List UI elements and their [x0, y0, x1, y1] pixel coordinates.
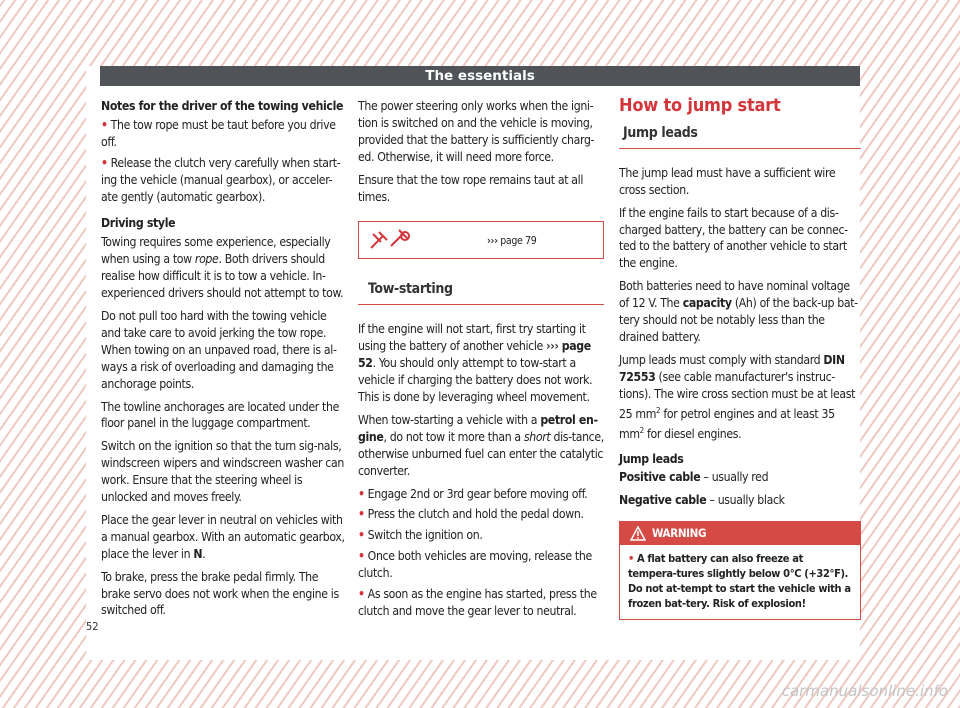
positive-cable-line: Positive cable – usually red	[619, 470, 769, 485]
page-reference-link[interactable]: ››› page 79	[487, 235, 537, 248]
jump-leads-subheading: Jump leads	[619, 451, 684, 466]
paragraph: Do not pull too hard with the towing vehicle and take care to avoid jerking the tow rope. When towing on an unpaved road, there is al-ways a risk of overloading and damaging the anchorage points.	[101, 308, 337, 391]
paragraph: Both batteries need to have nominal voltage of 12 V. The capacity (Ah) of the back-up bat-tery should not be notably less than the drained battery.	[619, 279, 858, 344]
paragraph: To brake, press the brake pedal firmly. The brake servo does not work when the engine is switched off.	[101, 569, 339, 618]
warning-box	[619, 521, 861, 620]
paragraph: Switch on the ignition so that the turn sig-nals, windscreen wipers and windscreen washer can work. Ensure that the steering wheel is unlocked and moves freely.	[101, 439, 344, 505]
bullet-icon: •	[358, 549, 365, 564]
paragraph: The jump lead must have a sufficient wire cross section.	[619, 165, 836, 197]
bullet-icon: •	[101, 155, 108, 170]
paragraph: When tow-starting a vehicle with a petrol en-gine, do not tow it more than a short dis-tance, otherwise unburned fuel can enter the catalytic converter.	[358, 412, 604, 478]
paragraph: The towline anchorages are located under the floor panel in the luggage compartment.	[101, 399, 339, 431]
paragraph: Ensure that the tow rope remains taut at all times.	[358, 172, 584, 204]
column-2	[358, 98, 604, 624]
footer-watermark: carmanualsonline.info	[781, 682, 948, 700]
bullet-item: • Switch the ignition on.	[358, 528, 483, 543]
tow-starting-heading: Tow-starting	[368, 281, 453, 298]
page-reference-box[interactable]	[358, 221, 604, 259]
warning-body: • A flat battery can also freeze at tempera-tures slightly below 0°C (+32°F). Do not at-tempt to start the vehicle with a frozen bat-tery. Risk of explosion!	[628, 552, 851, 611]
section-title: How to jump start	[619, 95, 781, 116]
heading-rule	[619, 148, 861, 149]
bullet-item: • Press the clutch and hold the pedal down.	[358, 507, 584, 522]
driving-style-heading: Driving style	[101, 216, 176, 231]
column-3	[619, 95, 861, 620]
jump-leads-heading: Jump leads	[623, 124, 698, 141]
bullet-icon: •	[358, 528, 365, 543]
bullet-icon: •	[628, 552, 634, 566]
warning-triangle-icon	[630, 526, 646, 541]
paragraph: If the engine will not start, first try starting it using the battery of another vehicle ››› page 52. You should only attempt to tow-start a vehicle if charging the battery does not work. This is done by leveraging wheel movement.	[358, 322, 593, 404]
page-number: 52	[86, 620, 99, 633]
bullet-item: • Engage 2nd or 3rd gear before moving off.	[358, 486, 588, 501]
notes-heading: Notes for the driver of the towing vehicle	[101, 99, 344, 113]
column-1	[101, 98, 345, 625]
bullet-item: • As soon as the engine has started, press the clutch and move the gear lever to neutral.	[358, 587, 597, 618]
paragraph: If the engine fails to start because of a dis-charged battery, the battery can be connec-ted to the battery of another vehicle to start the engine.	[619, 205, 848, 271]
section-header: The essentials	[100, 66, 860, 86]
heading-rule	[358, 304, 604, 305]
paragraph: Towing requires some experience, especially when using a tow rope. Both drivers should realise how difficult it is to tow a vehicle. In-experienced drivers should not attempt to tow.	[101, 235, 344, 301]
bullet-icon: •	[358, 507, 365, 522]
bullet-icon: •	[358, 486, 365, 501]
paragraph: The power steering only works when the igni-tion is switched on and the vehicle is moving, provided that the battery is sufficiently charg-ed. Otherwise, it will need more force.	[358, 99, 595, 164]
negative-cable-line: Negative cable – usually black	[619, 493, 785, 508]
wrench-tool-icon	[369, 228, 413, 252]
bullet-icon: •	[101, 117, 108, 132]
page-link[interactable]: page 52	[358, 339, 591, 371]
bullet-icon: •	[358, 587, 365, 602]
bullet-item: • The tow rope must be taut before you drive off.	[101, 117, 336, 149]
paragraph: Place the gear lever in neutral on vehicles with a manual gearbox. With an automatic gearbox, place the lever in N.	[101, 512, 345, 561]
paragraph: Jump leads must comply with standard DIN 72553 (see cable manufacturer's instruc-tions). The wire cross section must be at least 25 $mm^2$ for petrol engines and at least 35 $mm^2$ for diesel engines.	[619, 352, 856, 441]
bullet-item: • Release the clutch very carefully when start-ing the vehicle (manual gearbox), or acceler-ate gently (automatic gearbox).	[101, 155, 341, 204]
bullet-item: • Once both vehicles are moving, release the clutch.	[358, 549, 592, 581]
warning-header: WARNING	[620, 522, 860, 545]
